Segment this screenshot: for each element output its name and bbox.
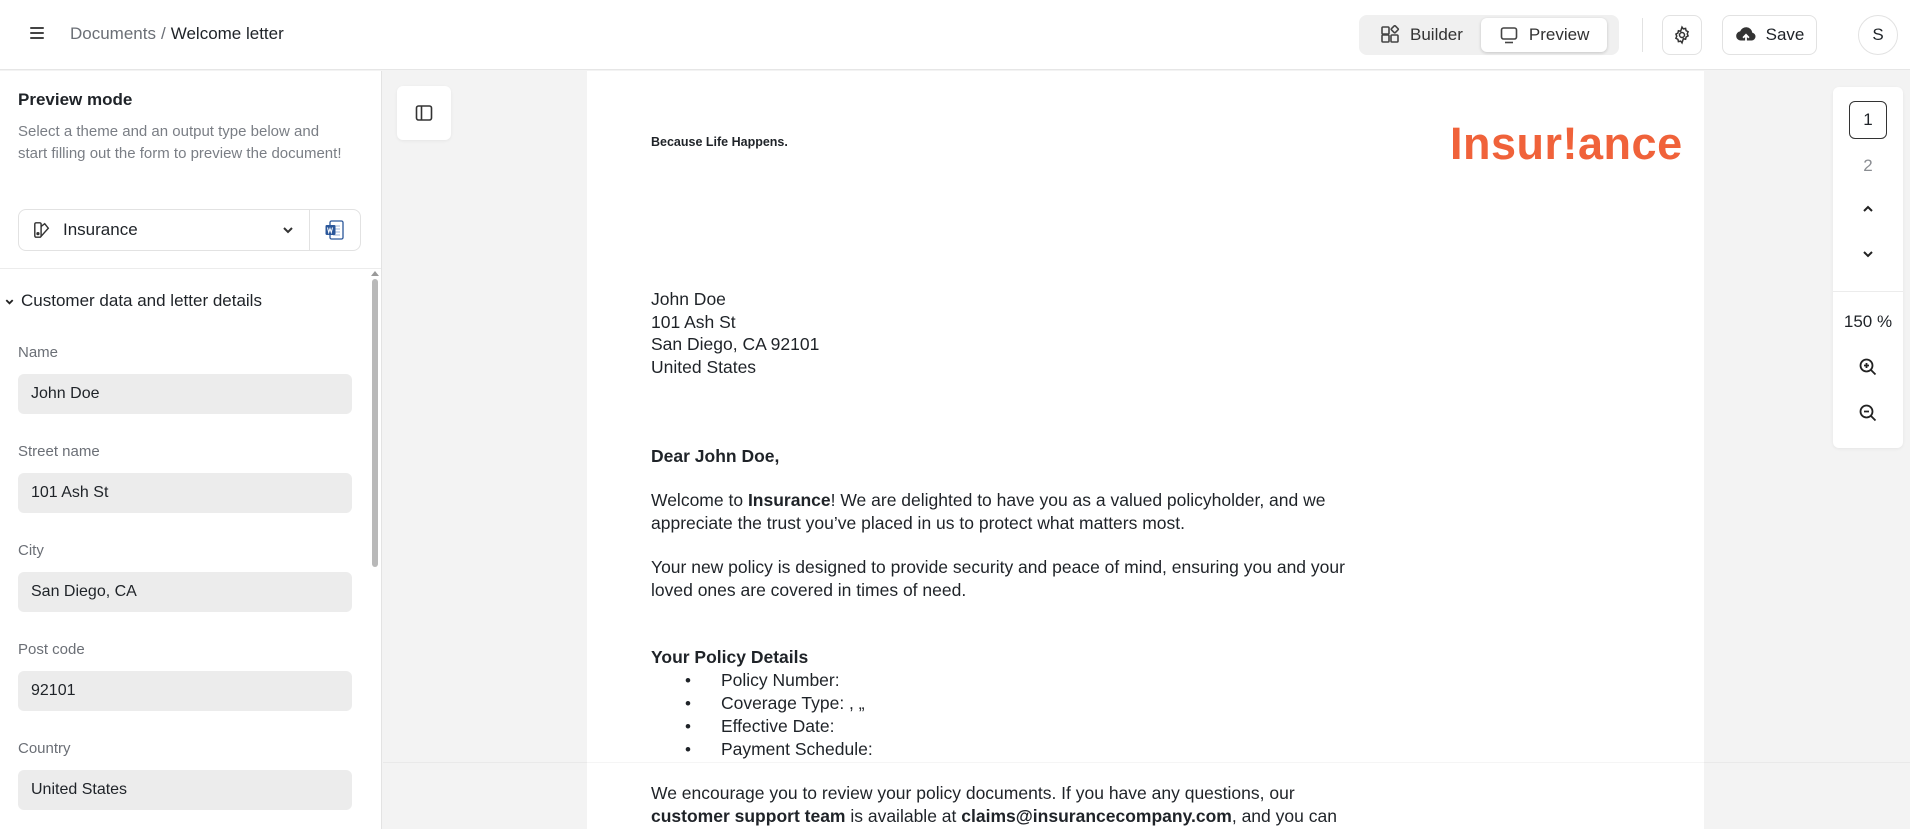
preview-tab[interactable] [1481, 18, 1607, 52]
chevron-up-icon [1861, 202, 1875, 216]
page-navigator [1833, 87, 1903, 448]
builder-tab[interactable] [1362, 18, 1481, 52]
postcode-field[interactable] [18, 671, 352, 711]
theme-value: Insurance [63, 220, 138, 239]
insurance-logo: Insur!ance [1450, 118, 1683, 169]
zoom-level: 150 % [1843, 312, 1893, 331]
breadcrumb-current: Welcome letter [170, 24, 284, 43]
previous-page-button[interactable] [1856, 197, 1880, 221]
builder-label: Builder [1410, 25, 1463, 44]
chevron-down-icon [281, 223, 295, 237]
address-line: 101 Ash St [651, 311, 736, 332]
word-output-button[interactable] [310, 210, 360, 250]
panel-description: Select a theme and an output type below and start filling out the form to preview the document! [18, 123, 342, 162]
mode-switch [1359, 15, 1619, 55]
list-item: • Coverage Type: , „ [685, 693, 865, 713]
policy-paragraph: Your new policy is designed to provide security and peace of mind, ensuring you and your loved ones are covered in times of need. [651, 557, 1345, 600]
preview-label: Preview [1528, 25, 1590, 44]
divider-line [383, 762, 1910, 763]
save-button[interactable] [1722, 15, 1817, 55]
page-2-button[interactable]: 2 [1863, 156, 1873, 175]
page-1-button[interactable]: 1 [1849, 101, 1887, 139]
palette-icon [33, 221, 51, 239]
welcome-paragraph: Welcome to Insurance! We are delighted to have you as a valued policyholder, and we appreciate the trust you’ve placed in us to protect what matters most. [651, 490, 1326, 533]
zoom-in-button[interactable] [1856, 355, 1880, 379]
sidebar-icon [414, 103, 434, 123]
panel-title: Preview mode [18, 90, 133, 109]
list-item: • Effective Date: [685, 716, 835, 736]
chevron-down-icon [1861, 247, 1875, 261]
breadcrumb [70, 24, 284, 44]
scroll-up-arrow-icon[interactable] [371, 271, 379, 276]
address-line: John Doe [651, 289, 726, 309]
document-page [587, 71, 1704, 829]
next-page-button[interactable] [1856, 242, 1880, 266]
top-bar [0, 0, 1910, 70]
panel-divider [0, 268, 381, 269]
menu-icon[interactable] [26, 24, 48, 46]
section-title: Customer data and letter details [21, 291, 262, 310]
country-field[interactable] [18, 770, 352, 810]
zoom-in-icon [1858, 357, 1878, 377]
gear-icon [1672, 25, 1692, 45]
cloud-upload-icon [1735, 25, 1757, 45]
postcode-label: Post code [18, 641, 85, 658]
country-label: Country [18, 740, 71, 757]
nav-divider [1833, 291, 1903, 292]
word-doc-icon [324, 219, 346, 241]
zoom-out-icon [1858, 403, 1878, 423]
breadcrumb-separator: / [160, 24, 166, 43]
panel-scrollbar[interactable] [371, 271, 378, 829]
avatar[interactable]: S [1858, 15, 1898, 55]
theme-row [18, 209, 361, 251]
preview-panel [0, 71, 382, 829]
zoom-out-button[interactable] [1856, 401, 1880, 425]
toolbar-divider [1642, 18, 1643, 52]
blocks-icon [1380, 25, 1400, 45]
theme-select[interactable] [19, 210, 310, 250]
name-field[interactable] [18, 374, 352, 414]
monitor-icon [1499, 25, 1519, 45]
list-item: • Payment Schedule: [685, 739, 873, 759]
address-line: San Diego, CA 92101 [651, 334, 820, 354]
policy-details-list [685, 669, 1371, 761]
toggle-sidebar-button[interactable] [397, 86, 451, 140]
details-heading: Your Policy Details [651, 647, 809, 667]
chevron-down-icon [4, 296, 15, 307]
city-label: City [18, 542, 44, 559]
breadcrumb-documents-link[interactable]: Documents [70, 24, 156, 43]
city-field[interactable] [18, 572, 352, 612]
recipient-address [651, 288, 1371, 378]
list-item: • Policy Number: [685, 670, 840, 690]
street-label: Street name [18, 443, 100, 460]
scrollbar-thumb[interactable] [372, 279, 378, 567]
tagline: Because Life Happens. [651, 135, 788, 149]
settings-button[interactable] [1662, 15, 1702, 55]
support-paragraph: We encourage you to review your policy documents. If you have any questions, our customer support team is available at claims@insurancecompany.com, and you can [651, 783, 1337, 826]
section-toggle[interactable] [4, 291, 262, 311]
salutation: Dear John Doe, [651, 446, 780, 466]
letter-body [651, 288, 1371, 828]
name-label: Name [18, 344, 59, 361]
address-line: United States [651, 356, 757, 377]
save-label: Save [1765, 25, 1805, 44]
street-field[interactable] [18, 473, 352, 513]
